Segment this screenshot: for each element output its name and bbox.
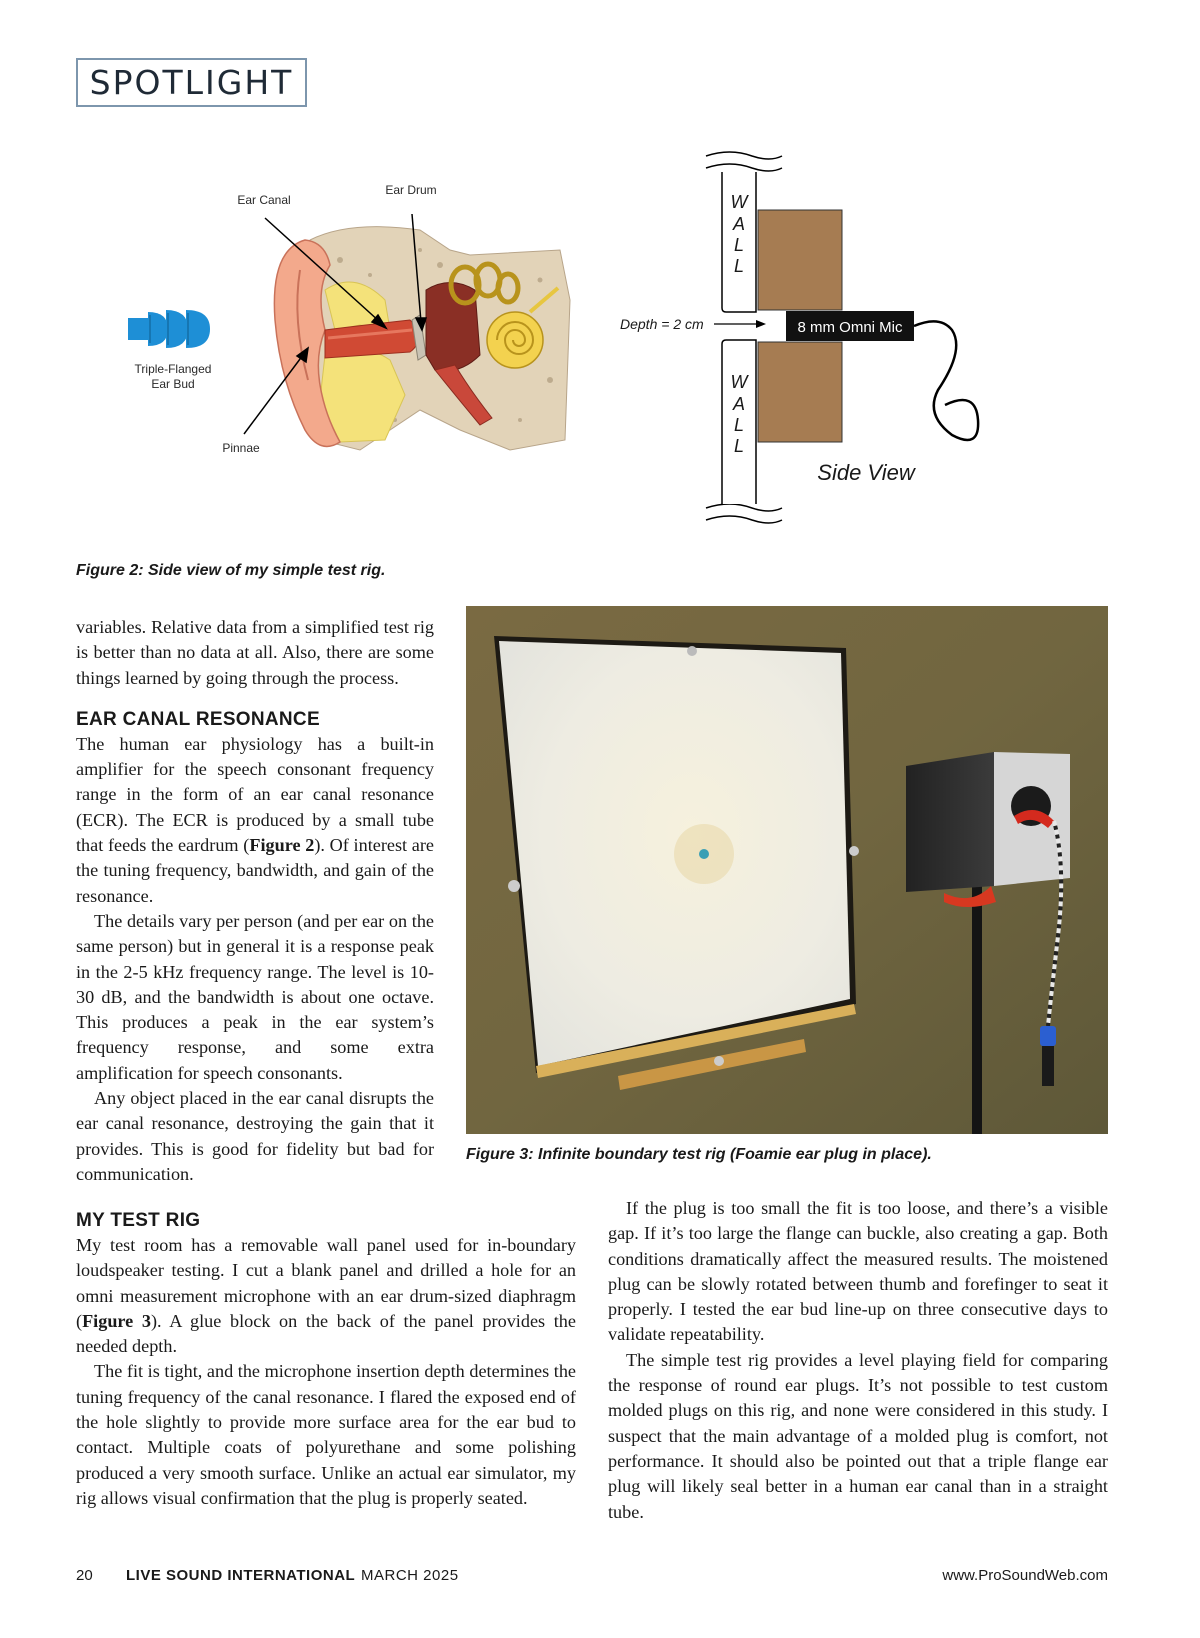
- test-rig-photo: [466, 606, 1108, 1134]
- figure-3-caption: Figure 3: Infinite boundary test rig (Foamie ear plug in place).: [466, 1146, 932, 1163]
- rig-paragraph-2: The fit is tight, and the microphone insertion depth determines the tuning frequency of the canal resonance. I flared the exposed end of the hole slightly to provide more surface area for the ear bud to contact. Multiple coats of polyurethane and some polishing produced a very smooth surface. Unlike an actual ear simulator, my rig allows visual confirmation that the plug is properly seated.: [76, 1361, 576, 1508]
- figure-2-reference: Figure 2: [249, 835, 315, 856]
- earbud-label-2: Ear Bud: [151, 377, 195, 391]
- right-paragraph-2: The simple test rig provides a level playing field for comparing the response of round ear plugs. It’s not possible to test custom molded plugs on this rig, and none were considered in this study. I suspect that the main advantage of a molded plug is comfort, not performance. It should also be pointed out that a triple flange ear plug will likely seal better in a human ear canal than in a straight tube.: [608, 1349, 1108, 1522]
- test-rig-side-view-diagram: [620, 150, 1060, 540]
- ecr-paragraph-2: The details vary per person (and per ear on the same person) but in general it is a response peak in the 2-5 kHz frequency range. The level is 10-30 dB, and the bandwidth is about one octave. This produces a peak in the ear system’s frequency response, and some extra amplification for speech consonants.: [76, 910, 434, 1083]
- article-column-left-lower: [76, 1208, 576, 1511]
- page-number: 20: [76, 1567, 93, 1584]
- triple-flanged-earbud-icon: [128, 310, 210, 348]
- ecr-paragraph-3: Any object placed in the ear canal disrupts the ear canal resonance, destroying the gain that it provides. This is good for fidelity but bad for communication.: [76, 1088, 434, 1184]
- side-view-label: Side View: [817, 460, 915, 485]
- magazine-name: LIVE SOUND INTERNATIONAL: [126, 1567, 356, 1584]
- mic-label: 8 mm Omni Mic: [797, 319, 903, 336]
- page-footer: [76, 1567, 1108, 1589]
- svg-text:L: L: [733, 235, 745, 255]
- rig-paragraph-1: My test room has a removable wall panel used for in-boundary loudspeaker testing. I cut a blank panel and drilled a hole for an omni measurement microphone with an ear drum-sized diaphragm (Figure 3). A glue block on the back of the panel provides the needed depth.: [76, 1235, 576, 1357]
- svg-text:L: L: [733, 415, 745, 435]
- depth-label: Depth = 2 cm: [620, 316, 704, 332]
- figure-3-reference: Figure 3: [82, 1310, 151, 1331]
- article-column-left-upper: [76, 615, 434, 1187]
- section-tag: SPOTLIGHT: [76, 58, 307, 107]
- svg-text:W: W: [730, 372, 748, 392]
- ear-canal-label: Ear Canal: [237, 193, 291, 207]
- earbud-label-1: Triple-Flanged: [134, 362, 212, 376]
- intro-paragraph: variables. Relative data from a simplified test rig is better than no data at all. Also, there are some things learned by going through the process.: [76, 617, 434, 688]
- svg-text:A: A: [732, 214, 746, 234]
- svg-text:L: L: [733, 256, 745, 276]
- ecr-paragraph-1: The human ear physiology has a built-in amplifier for the speech consonant frequency range in the form of an ear canal resonance (ECR). The ECR is produced by a small tube that feeds the eardrum (Figure 2). Of interest are the tuning frequency, bandwidth, and gain of the resonance.: [76, 733, 434, 906]
- website-url[interactable]: www.ProSoundWeb.com: [942, 1567, 1108, 1584]
- svg-text:W: W: [730, 192, 748, 212]
- section-heading-ecr: EAR CANAL RESONANCE: [76, 708, 320, 730]
- issue-date: MARCH 2025: [361, 1567, 459, 1584]
- right-paragraph-1: If the plug is too small the fit is too loose, and there’s a visible gap. If it’s too large the flange can buckle, also creating a gap. Both conditions dramatically affect the measured results. The moistened plug can be slowly rotated between thumb and forefinger to seat it properly. I tested the ear bud line-up on three consecutive days to validate repeatability.: [608, 1198, 1108, 1345]
- article-column-right-lower: [608, 1196, 1108, 1525]
- ear-drum-label: Ear Drum: [385, 183, 437, 197]
- svg-text:A: A: [732, 394, 746, 414]
- pinnae-label: Pinnae: [222, 441, 260, 455]
- svg-text:L: L: [733, 436, 745, 456]
- figure-2-caption: Figure 2: Side view of my simple test rig.: [76, 562, 386, 579]
- ear-anatomy-illustration: [120, 180, 600, 480]
- section-heading-test-rig: MY TEST RIG: [76, 1210, 201, 1231]
